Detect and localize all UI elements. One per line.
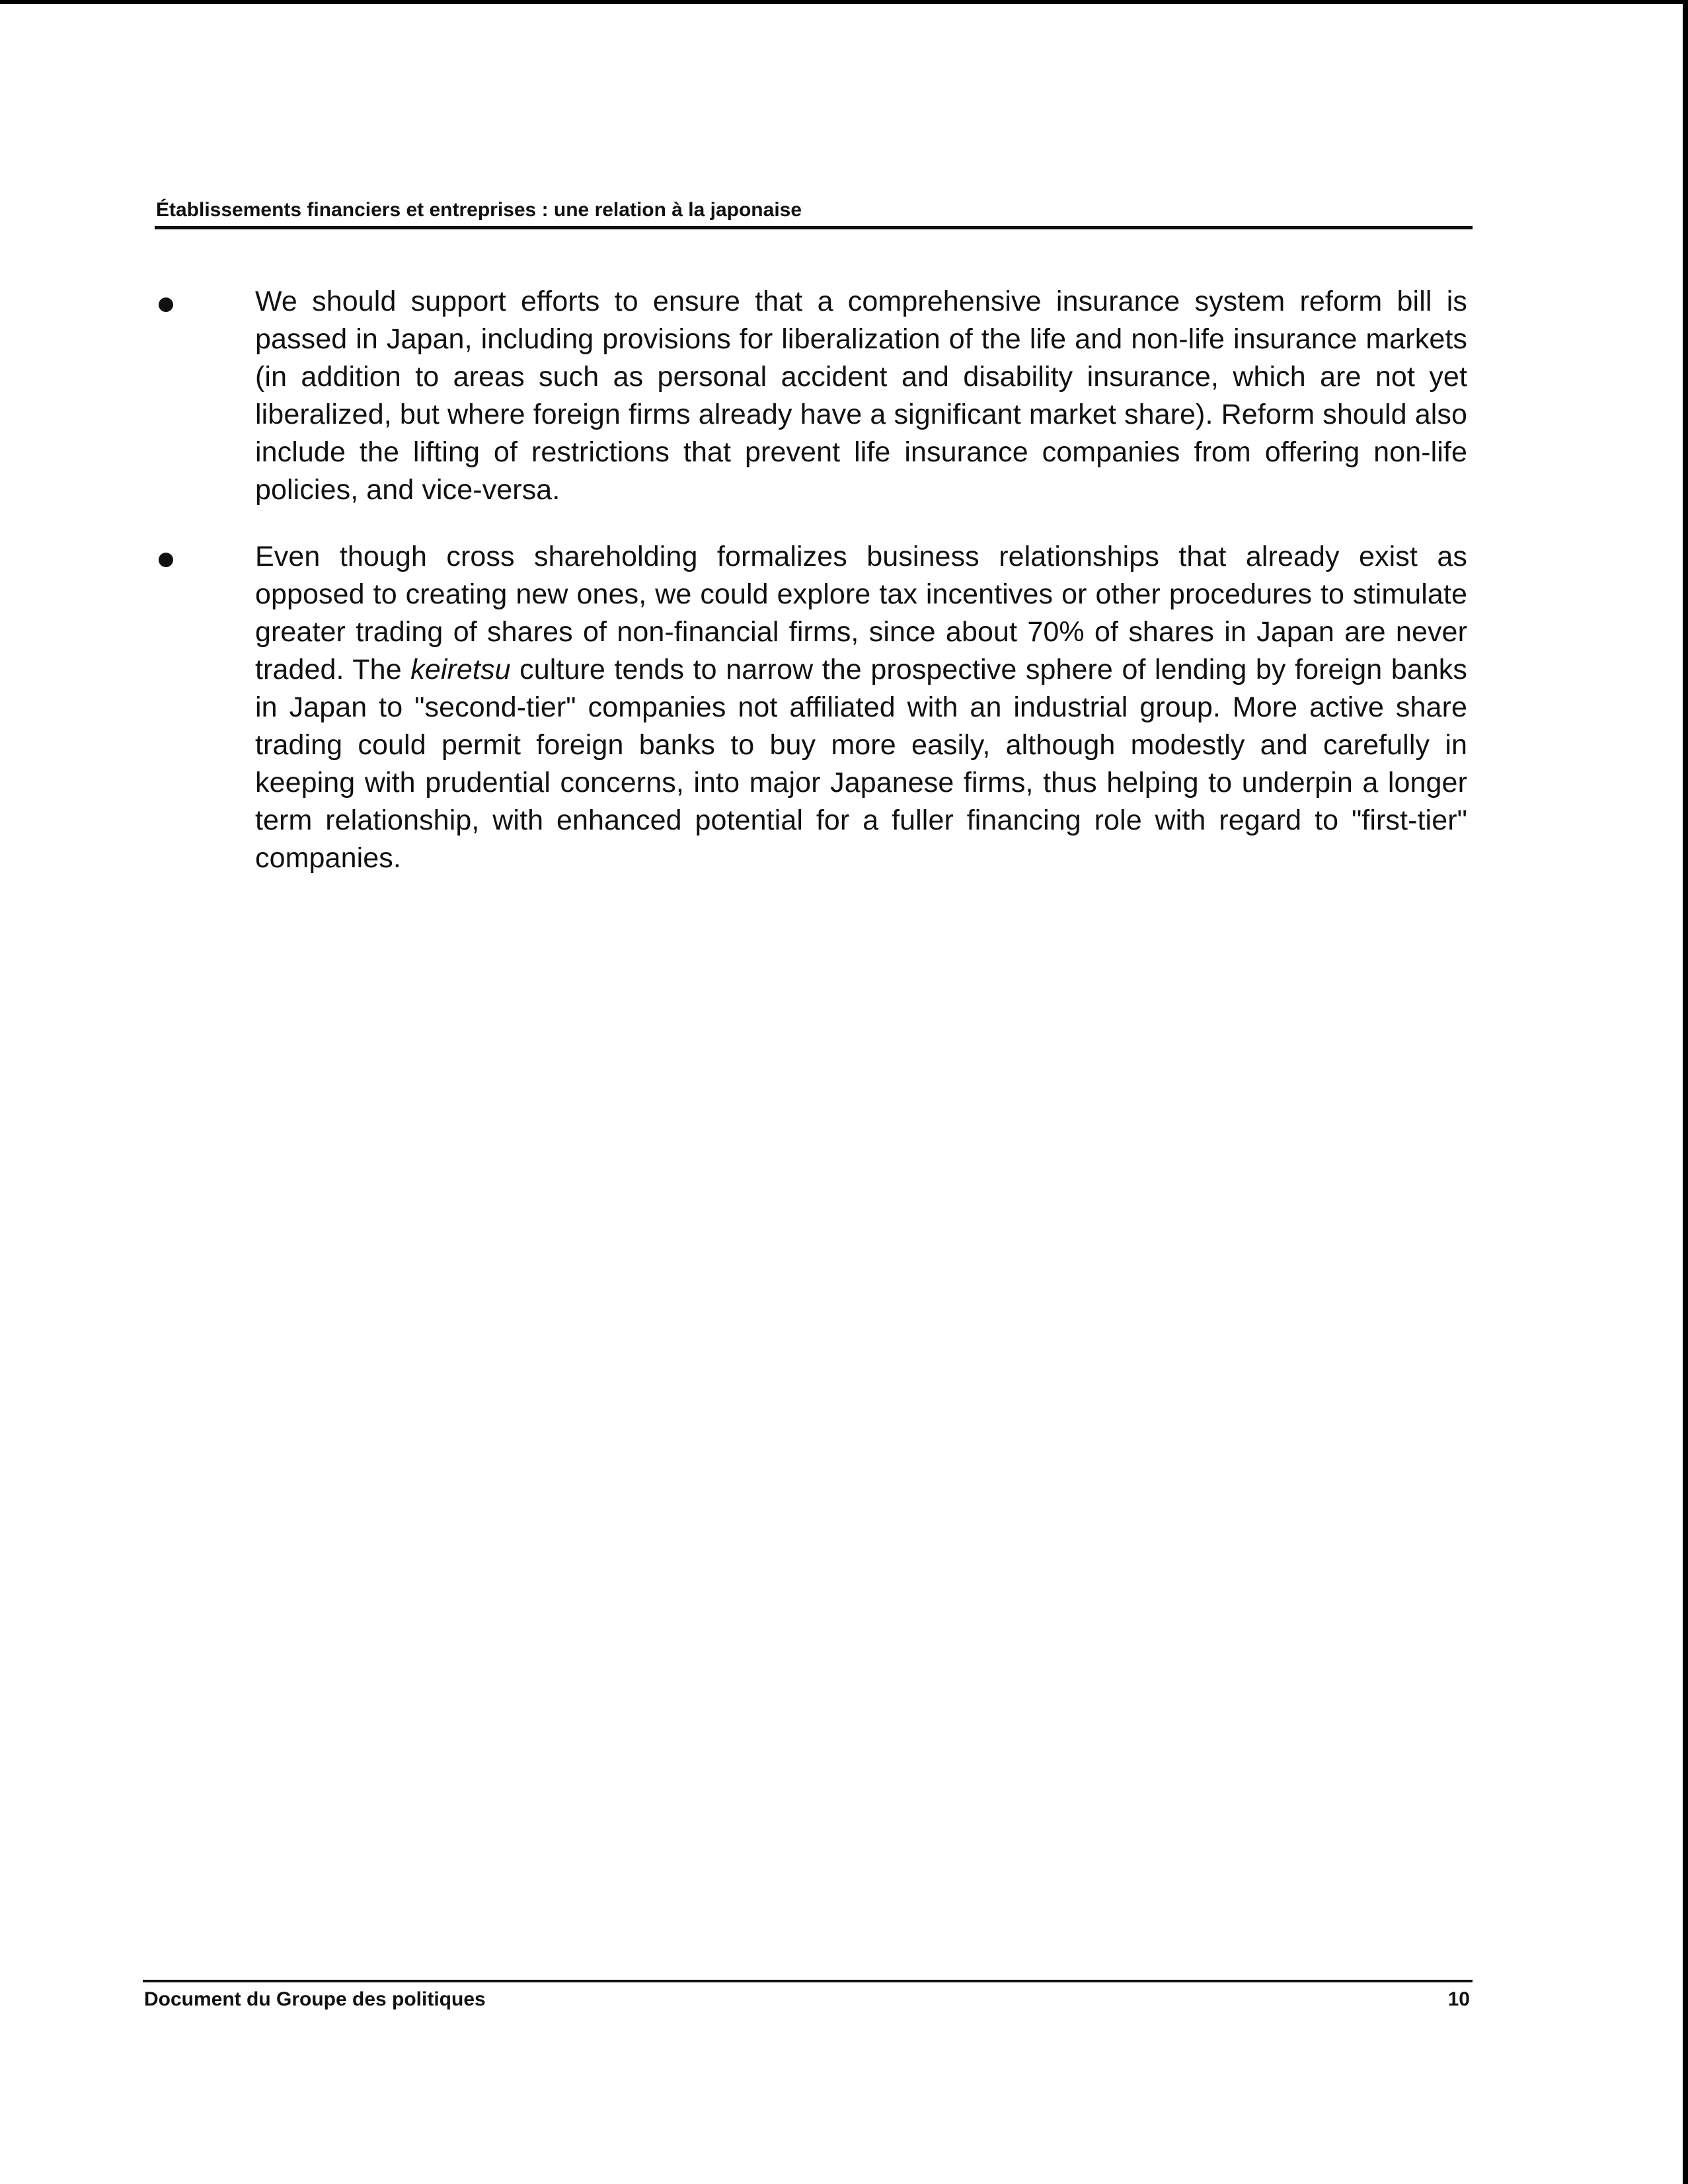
bullet-item-insurance-reform bbox=[156, 283, 1471, 509]
footer-document-label: Document du Groupe des politiques bbox=[144, 1988, 486, 2010]
running-header-title: Établissements financiers et entreprises : une relation à la japonaise bbox=[156, 199, 802, 221]
bullet-text bbox=[255, 538, 1467, 877]
bullet-item-cross-shareholding bbox=[156, 538, 1471, 877]
scan-top-edge bbox=[0, 0, 1688, 4]
page-number: 10 bbox=[1447, 1988, 1470, 2010]
italic-term-keiretsu: keiretsu bbox=[410, 654, 511, 685]
bullet-text-part-2: culture tends to narrow the prospective sphere of lending by foreign banks in Japan to "second-tier" companies not affiliated with an industrial group. More active share trading could permit foreign banks to buy more easily, although modestly and carefully in keeping with prudential concerns, into major Japanese firms, thus helping to underpin a longer term relationship, with enhanced potential for a fuller financing role with regard to "first-tier" companies. bbox=[255, 654, 1467, 874]
body-content bbox=[156, 283, 1471, 906]
bullet-text-part-1: Even though cross shareholding formalizes business relationships that already exist as opposed to creating new ones, we could explore tax incentives or other procedures to stimulate greater trading of shares of non-financial firms, since about 70% of shares in Japan are never traded. The bbox=[255, 541, 1467, 685]
bullet-dot-icon bbox=[159, 297, 173, 312]
bullet-text: We should support efforts to ensure that a comprehensive insurance system reform bill is passed in Japan, including provisions for liberalization of the life and non-life insurance markets (in addition to areas such as personal accident and disability insurance, which are not yet liberalized, but where foreign firms already have a significant market share). Reform should also include the lifting of restrictions that prevent life insurance companies from offering non-life policies, and vice-versa. bbox=[255, 286, 1467, 506]
footer-rule bbox=[143, 1980, 1473, 1982]
scan-right-edge bbox=[1683, 0, 1688, 2184]
header-rule bbox=[155, 226, 1473, 229]
bullet-dot-icon bbox=[159, 553, 173, 567]
